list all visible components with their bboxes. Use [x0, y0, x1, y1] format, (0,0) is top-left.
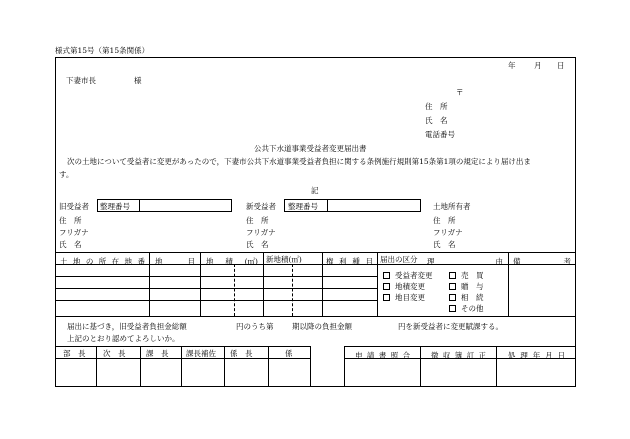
category-option[interactable]: 受益者変更 [383, 272, 433, 280]
new-name-label: 氏 名 [246, 240, 269, 249]
header-char: 地 [155, 257, 163, 266]
category-option[interactable]: 地積変更 [383, 283, 425, 291]
new-number-label: 整理番号 [288, 202, 318, 211]
header-remarks [513, 256, 571, 267]
new-beneficiary-label: 新受益者 [246, 202, 276, 211]
body-text-line2: す。 [59, 170, 74, 179]
category-option[interactable]: 地目変更 [383, 294, 425, 302]
header-char: 正 [478, 351, 486, 360]
assessment-text-part3: 期以降の負担金額 [292, 322, 352, 331]
header-char: 日 [557, 351, 565, 360]
land-table-top [55, 252, 576, 253]
header-chimoku [155, 256, 195, 267]
addressee-mayor: 下妻市長 [66, 76, 96, 85]
header-char: 書 [378, 351, 387, 360]
new-furigana-label: フリガナ [246, 228, 276, 237]
landowner-address-label: 住 所 [433, 216, 456, 225]
check-header-choshu [431, 350, 486, 361]
approval-table [55, 346, 311, 387]
header-char: 収 [442, 351, 451, 360]
addressee-honorific: 様 [134, 76, 142, 85]
header-char: 理 [520, 351, 528, 360]
date-day-label: 日 [557, 61, 565, 70]
header-char: 土 [60, 257, 68, 266]
header-char: 申 [355, 351, 363, 360]
land-table-dashed-divider [292, 264, 293, 316]
new-number-field[interactable] [327, 199, 421, 212]
approval-question: 上記のとおり認めてよろしいか。 [67, 334, 180, 343]
header-char: 積 [225, 257, 233, 266]
header-char: 処 [508, 351, 516, 360]
header-char: 照 [390, 351, 399, 360]
header-location [60, 256, 145, 267]
date-month-label: 月 [534, 61, 542, 70]
approval-header-jicho: 次 長 [103, 349, 126, 358]
header-char: (㎡) [244, 257, 258, 266]
header-char: 月 [545, 351, 553, 360]
approval-header-hosa: 課長補佐 [186, 349, 216, 358]
header-char: 由 [495, 257, 503, 266]
postal-mark: 〒 [456, 88, 464, 97]
header-char: 地 [206, 257, 214, 266]
approval-header-bottom [55, 358, 311, 359]
land-table-row-line [55, 300, 377, 301]
landowner-furigana-label: フリガナ [433, 228, 463, 237]
checkbox-icon[interactable] [383, 272, 390, 279]
header-char: 地 [72, 257, 81, 266]
reason-option[interactable]: 相 続 [449, 294, 484, 302]
landowner-label: 土地所有者 [433, 202, 471, 211]
header-char: 地 [124, 257, 133, 266]
old-furigana-label: フリガナ [59, 228, 89, 237]
header-area [206, 256, 258, 267]
check-divider [420, 346, 421, 387]
assessment-text-part4: 円を新受益者に変更賦課する。 [398, 322, 503, 331]
reason-option[interactable]: 売 買 [449, 272, 484, 280]
old-number-field[interactable] [139, 199, 232, 212]
approval-divider [140, 346, 141, 387]
reason-option[interactable]: 贈 与 [449, 283, 484, 291]
assessment-text-part1: 届出に基づき，旧受益者負担金総額 [67, 322, 187, 331]
old-beneficiary-label: 旧受益者 [59, 202, 89, 211]
header-char: 合 [402, 351, 410, 360]
applicant-phone-label: 電話番号 [425, 130, 455, 139]
land-table-dashed-divider [234, 264, 235, 316]
header-char: 請 [366, 351, 375, 360]
header-char: 考 [563, 257, 571, 266]
approval-header-kakari: 係 [285, 349, 293, 358]
ki-heading: 記 [311, 186, 319, 195]
header-char: 在 [111, 257, 120, 266]
land-table-row-line [55, 276, 377, 277]
checkbox-icon[interactable] [383, 294, 390, 301]
checkbox-icon[interactable] [449, 283, 456, 290]
land-table-divider [263, 252, 264, 316]
header-char: 年 [532, 351, 541, 360]
check-header-shinsei [355, 350, 410, 361]
header-char: の [85, 257, 94, 266]
checkbox-icon[interactable] [449, 272, 456, 279]
header-char: 種 [352, 257, 360, 266]
approval-header-bucho: 部 長 [63, 349, 86, 358]
approval-divider [224, 346, 225, 387]
approval-divider [96, 346, 97, 387]
applicant-name-label: 氏 名 [425, 116, 448, 125]
header-char: 目 [365, 257, 373, 266]
header-category: 届出の区分 [380, 255, 418, 264]
header-char: 理 [427, 257, 435, 266]
form-label: 様式第15号（第15条関係） [55, 46, 150, 55]
land-table-divider [377, 252, 378, 316]
check-divider [496, 346, 497, 387]
header-char: 簿 [454, 351, 463, 360]
approval-header-kacho: 課 長 [146, 349, 169, 358]
header-char: 訂 [466, 351, 475, 360]
land-table-divider [508, 252, 509, 316]
reason-option[interactable]: その他 [449, 305, 484, 313]
body-text-line1: 次の土地について受益者に変更があったので，下妻市公共下水道事業受益者負担に関する条例施行規則第15条第1項の規定により届け出ま [67, 157, 531, 166]
applicant-address-label: 住 所 [425, 102, 448, 111]
new-address-label: 住 所 [246, 216, 269, 225]
old-number-label: 整理番号 [100, 202, 130, 211]
old-name-label: 氏 名 [59, 240, 82, 249]
checkbox-icon[interactable] [383, 283, 390, 290]
header-char: 徴 [431, 351, 439, 360]
land-table-bottom [55, 316, 576, 317]
header-reason [427, 256, 503, 267]
old-address-label: 住 所 [59, 216, 82, 225]
header-char: 備 [513, 257, 521, 266]
land-table-divider [322, 252, 323, 316]
land-table-row-line [55, 288, 377, 289]
land-table-divider [200, 252, 201, 316]
header-char: 権 [326, 257, 334, 266]
assessment-text-part2: 円のうち第 [236, 322, 274, 331]
checkbox-icon[interactable] [449, 305, 456, 312]
header-right-type [326, 256, 373, 267]
header-char: 目 [187, 257, 195, 266]
header-char: 番 [137, 257, 145, 266]
header-char: 所 [98, 257, 107, 266]
approval-divider [181, 346, 182, 387]
approval-header-kakaricho: 係 長 [230, 349, 253, 358]
approval-divider [268, 346, 269, 387]
header-char: 利 [339, 257, 347, 266]
header-new-area: 新地積(㎡) [266, 255, 302, 264]
form-title: 公共下水道事業受益者変更届出書 [254, 144, 367, 153]
date-year-label: 年 [508, 61, 516, 70]
checkbox-icon[interactable] [449, 294, 456, 301]
check-header-shori [508, 350, 565, 361]
land-table-divider [149, 252, 150, 316]
landowner-name-label: 氏 名 [433, 240, 456, 249]
